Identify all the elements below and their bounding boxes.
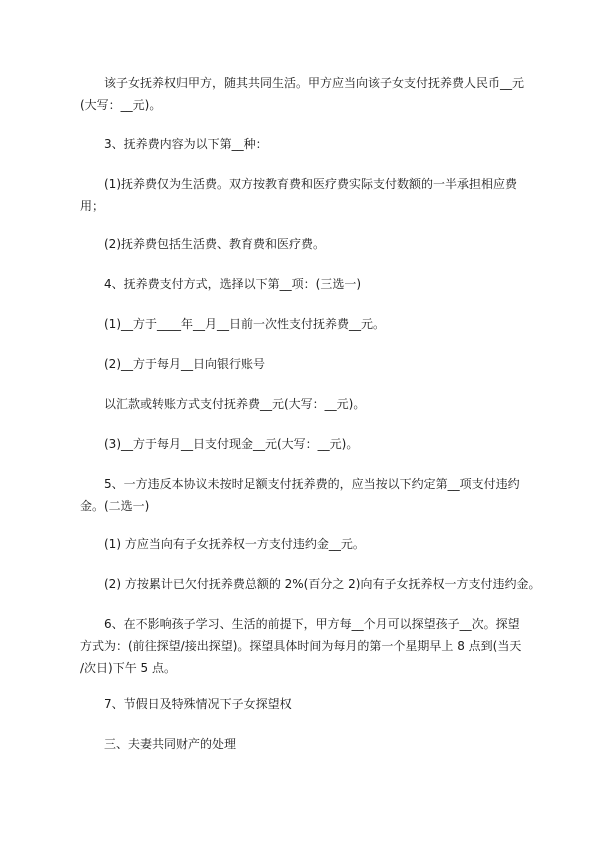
text-line: (3)__方于每月__日支付现金__元(大写：__元)。 [104,437,359,451]
text-line: /次日)下午 5 点。 [80,661,176,675]
text-line: 5、一方违反本协议未按时足额支付抚养费的，应当按以下约定第__项支付违约 [104,477,520,491]
paragraph-item-4-option-3 [80,433,540,455]
text-line: 3、抚养费内容为以下第__种： [104,137,268,151]
paragraph-item-5 [80,473,540,517]
text-line: 用； [80,199,105,213]
paragraph-item-4-option-2 [80,353,540,375]
paragraph-custody [80,72,540,116]
paragraph-item-5-option-2 [80,573,540,595]
text-line: 以汇款或转账方式支付抚养费__元(大写：__元)。 [104,397,366,411]
paragraph-item-3-option-2 [80,233,540,255]
text-line: 6、在不影响孩子学习、生活的前提下，甲方每__个月可以探望孩子__次。探望 [104,617,520,631]
text-line: (2) 方按累计已欠付抚养费总额的 2%(百分之 2)向有子女抚养权一方支付违约金。 [104,577,541,591]
paragraph-item-4-option-1 [80,313,540,335]
paragraph-item-7 [80,693,540,715]
text-line: (1)__方于____年__月__日前一次性支付抚养费__元。 [104,317,385,331]
text-line: 该子女抚养权归甲方，随其共同生活。甲方应当向该子女支付抚养费人民币__元 [104,76,525,90]
text-line: (1) 方应当向有子女抚养权一方支付违约金__元。 [104,537,365,551]
text-line: (大写：__元)。 [80,98,162,112]
paragraph-item-3-option-1 [80,173,540,217]
paragraph-item-3 [80,133,540,155]
paragraph-item-6 [80,613,540,679]
text-line: (1)抚养费仅为生活费。双方按教育费和医疗费实际支付数额的一半承担相应费 [104,177,518,191]
text-line: 4、抚养费支付方式，选择以下第__项：(三选一) [104,277,361,291]
text-line: (2)抚养费包括生活费、教育费和医疗费。 [104,237,325,251]
paragraph-item-4-option-2-cont [80,393,540,415]
paragraph-item-4 [80,273,540,295]
paragraph-item-5-option-1 [80,533,540,555]
text-line: 金。(二选一) [80,499,150,513]
text-line: 7、节假日及特殊情况下子女探望权 [104,697,292,711]
text-line: 方式为：(前往探望/接出探望)。探望具体时间为每月的第一个星期早上 8 点到(当天 [80,639,522,653]
section-heading-3 [80,733,540,755]
text-line: 三、夫妻共同财产的处理 [104,737,237,751]
text-line: (2)__方于每月__日向银行账号 [104,357,265,371]
